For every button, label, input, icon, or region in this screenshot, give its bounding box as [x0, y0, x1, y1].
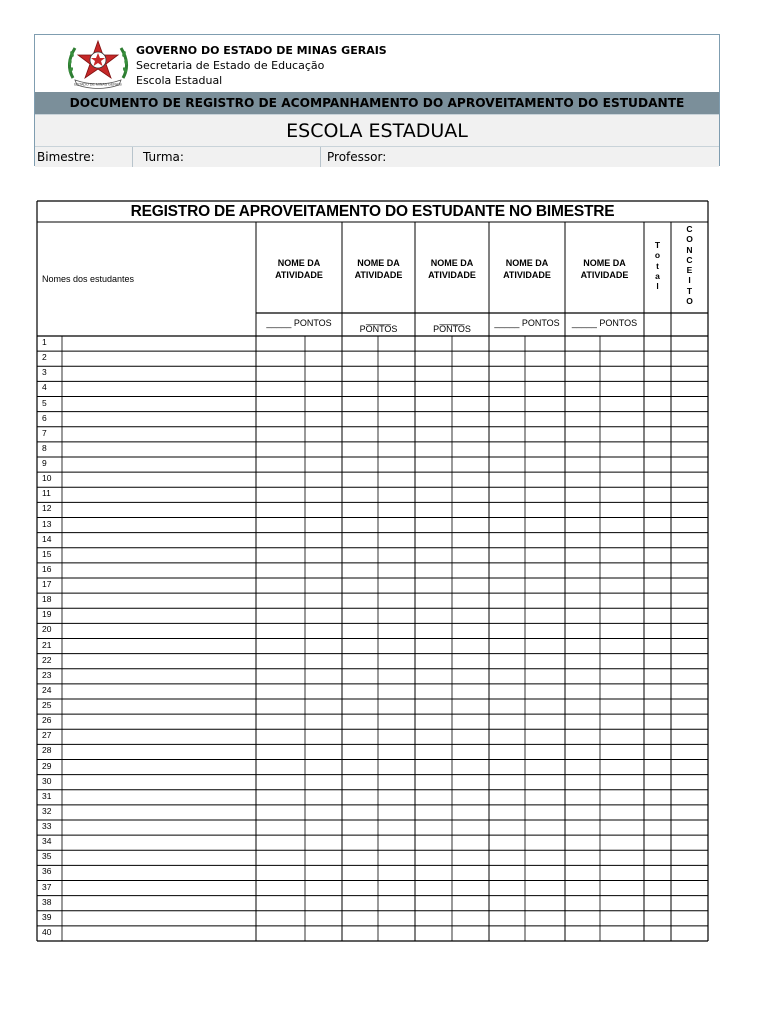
row-number: 34: [42, 836, 52, 847]
activity-3-points-label: PONTOS: [433, 324, 471, 334]
activity-4-points[interactable]: _____ PONTOS: [494, 318, 560, 328]
row-number: 30: [42, 775, 52, 786]
conceito-header-letter: N: [686, 244, 693, 255]
activity-3-name-line1: NOME DA: [430, 258, 474, 268]
row-number: 7: [42, 427, 47, 438]
svg-text:ESTADO DE MINAS GERAIS: ESTADO DE MINAS GERAIS: [74, 82, 122, 87]
row-number: 20: [42, 624, 52, 635]
row-number: 35: [42, 851, 52, 862]
activity-3-points[interactable]: [415, 316, 489, 335]
activity-header-4: [489, 257, 565, 281]
row-number: 21: [42, 639, 52, 650]
activity-5-name-line2: ATIVIDADE: [580, 270, 629, 280]
conceito-header-letter: C: [686, 254, 693, 265]
row-number: 25: [42, 700, 52, 710]
row-number: 40: [42, 926, 52, 937]
conceito-header-letter: O: [686, 296, 693, 307]
total-header-letter: a: [655, 270, 660, 281]
activity-1-name-line1: NOME DA: [277, 258, 321, 268]
activity-header-2: [342, 257, 415, 281]
row-number: 6: [42, 412, 47, 423]
row-number: 32: [42, 805, 52, 816]
total-header-letter: o: [654, 250, 661, 261]
row-number: 36: [42, 866, 52, 877]
activity-5-points[interactable]: _____ PONTOS: [571, 318, 638, 328]
row-number: 33: [42, 821, 52, 831]
field-bimestre[interactable]: Bimestre:: [35, 147, 133, 167]
row-number: 9: [42, 458, 47, 468]
activity-header-5: [565, 257, 644, 281]
row-number: 5: [42, 397, 47, 408]
row-number: 27: [42, 730, 52, 741]
activity-header-1: [256, 257, 342, 281]
row-number: 22: [42, 654, 52, 665]
row-number: 3: [42, 367, 47, 378]
school-name: ESCOLA ESTADUAL: [35, 114, 719, 147]
names-column-header: Nomes dos estudantes: [42, 274, 135, 284]
document-title-band: DOCUMENTO DE REGISTRO DE ACOMPANHAMENTO DO APROVEITAMENTO DO ESTUDANTE: [35, 92, 719, 114]
conceito-header-letter: C: [686, 224, 693, 234]
row-number: 24: [42, 684, 52, 695]
activity-5-name-line1: NOME DA: [583, 258, 626, 268]
row-number: 14: [42, 533, 52, 544]
row-number: 10: [42, 473, 52, 484]
total-header-letter: l: [656, 281, 659, 292]
total-column-header: [644, 240, 671, 291]
row-number: 19: [42, 609, 52, 620]
activity-2-points[interactable]: [342, 316, 415, 335]
row-number: 4: [42, 382, 47, 393]
header-line-secretaria: Secretaria de Estado de Educação: [136, 59, 325, 72]
activity-1-name-line2: ATIVIDADE: [275, 270, 323, 280]
header-line-government: GOVERNO DO ESTADO DE MINAS GERAIS: [136, 44, 387, 57]
activity-3-name-line2: ATIVIDADE: [428, 270, 476, 280]
header-line-escola: Escola Estadual: [136, 74, 223, 87]
conceito-column-header: [671, 224, 708, 306]
row-number: 37: [42, 881, 52, 892]
row-number: 13: [42, 518, 52, 529]
row-number: 39: [42, 911, 52, 922]
activity-2-points-blank: _____: [365, 315, 392, 325]
conceito-header-letter: T: [686, 285, 693, 296]
activity-2-name-line2: ATIVIDADE: [354, 270, 403, 280]
conceito-header-letter: E: [686, 265, 693, 276]
row-number: 38: [42, 896, 52, 907]
activity-1-points[interactable]: _____ PONTOS: [266, 318, 332, 328]
activity-header-3: [415, 257, 489, 281]
activity-2-points-label: PONTOS: [359, 324, 398, 334]
row-number: 31: [42, 790, 52, 801]
activity-4-name-line2: ATIVIDADE: [503, 270, 551, 280]
activity-2-name-line1: NOME DA: [357, 258, 400, 268]
row-number: 29: [42, 760, 52, 771]
field-professor[interactable]: Professor:: [327, 150, 387, 164]
row-number: 18: [42, 594, 52, 605]
activity-4-name-line1: NOME DA: [505, 258, 549, 268]
conceito-header-letter: I: [688, 275, 691, 286]
row-number: 28: [42, 745, 52, 756]
field-turma[interactable]: Turma:: [133, 147, 321, 167]
row-number: 2: [42, 352, 47, 363]
row-number: 16: [42, 563, 52, 574]
row-number: 17: [42, 579, 52, 589]
row-number: 8: [42, 442, 47, 453]
conceito-header-letter: O: [686, 234, 693, 245]
table-title: REGISTRO DE APROVEITAMENTO DO ESTUDANTE NO BIMESTRE: [130, 203, 615, 220]
row-number: 1: [42, 337, 47, 347]
activity-3-points-blank: _____: [439, 315, 465, 325]
total-header-letter: T: [654, 240, 661, 250]
row-number: 23: [42, 669, 52, 680]
row-number: 12: [42, 503, 52, 514]
row-number: 26: [42, 715, 52, 726]
row-number: 11: [42, 488, 51, 499]
row-number: 15: [42, 548, 52, 559]
total-header-letter: t: [656, 260, 659, 271]
